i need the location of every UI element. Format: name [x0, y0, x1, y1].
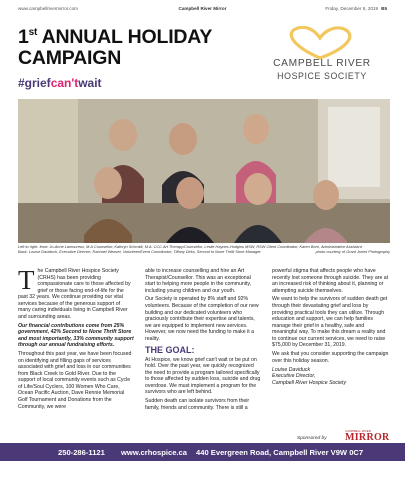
footer-address: 440 Evergreen Road, Campbell River V9W 0C7: [196, 448, 364, 457]
article-column-1: [18, 265, 134, 412]
signature: [272, 367, 390, 387]
title-ordinal: 1: [18, 26, 29, 48]
publication-name: Campbell River Mirror: [178, 6, 227, 11]
heart-icon: [262, 26, 382, 60]
footer-phone[interactable]: 250-286-1121: [58, 448, 105, 457]
group-photo: [18, 99, 390, 243]
drop-cap: T: [18, 265, 35, 295]
caption-line1: Left to right- front: Jo-Anne Lamoureux, M.A Counsellor; Kathryn Schmidt, M.A. CCC Art Therapy/Counsellor, Leslie Haynes-Hodgins MSW, RSW Client Coordinator; Karen Born, Administrative Assistant.: [18, 245, 363, 249]
contact-footer: [0, 443, 405, 461]
signature-title: Executive Director,: [272, 373, 316, 380]
running-header: [18, 4, 387, 14]
date-text: Friday, December 6, 2019: [325, 6, 379, 11]
logo-text-line2: HOSPICE SOCIETY: [277, 71, 367, 81]
page-title: [18, 27, 218, 69]
photo-credit: photo courtesy of Grant Jones Photography: [315, 250, 390, 254]
hashtag-part2: can't: [50, 76, 79, 90]
paragraph: We ask that you consider supporting the campaign over this holiday season.: [272, 351, 389, 364]
paragraph: Throughout this past year, we have been focused on identifying and filling gaps of services associated with grief and loss in our communities from Black Creek to Gold River. Due to the support of local community events such as Cycle of Life/Soul Cyclers, 100 Women Who Care, Ocean Pacific Auction, Dave Rennie Memorial Golf Tournament and Donations from the Community, we were: [18, 351, 132, 410]
sponsor-logo: MIRROR: [345, 432, 390, 443]
paragraph: able to increase counselling and hire an Art Therapist/Counsellor. This was an exceptional start to helping more people in the community, including young children and our youth.: [145, 268, 252, 294]
logo-text-line1: CAMPBELL RIVER: [273, 58, 371, 69]
paragraph: We want to help the survivors of sudden death get through their devastating grief and loss by providing practical tools they can utilize. Through education and support, we can help families manage their grief in a healthy, safe and meaningful way. To make this dream a reality and to continue our current services, we need to raise $75,000 by December 31, 2019.: [272, 296, 388, 349]
hashtag-part3: wait: [78, 76, 102, 90]
title-ordinal-suffix: st: [28, 27, 38, 38]
article-column-2: [145, 268, 261, 414]
hospice-logo: [248, 26, 396, 96]
caption-line2-row: [18, 250, 390, 255]
paragraph: powerful stigma that affects people who have recently lost someone through suicide. They are at an increased risk of thinking about it, planning or attempting suicide themselves.: [272, 268, 389, 294]
sponsor-block: [297, 429, 392, 443]
group-photo-illustration: [18, 99, 390, 243]
footer-website[interactable]: www.crhospice.ca: [121, 448, 187, 457]
caption-line2: Back- Louise Daviduck, Executive Director; Rachael Weaver, Volunteer/Event Coordinator; Tiffany Dirks, Second to None Thrift Store Manager.: [18, 250, 262, 254]
sponsor-label: Sponsored by: [297, 436, 327, 441]
sponsor-brand-tagline: CAMPBELL RIVER: [345, 429, 371, 433]
paragraph: Sudden death can isolate survivors from their family, friends and community. There is still a: [145, 398, 250, 411]
funding-statement: Our financial contributions come from 25% government, 42% Second to None Thrift Store and most importantly, 33% community support through our annual fundraising efforts.: [18, 322, 134, 349]
section-heading: THE GOAL:: [145, 344, 195, 355]
photo-caption: [18, 245, 390, 255]
title-line1: ANNUAL HOLIDAY: [37, 26, 213, 48]
article-column-3: [272, 268, 390, 388]
issue-date: [325, 6, 387, 11]
campaign-hashtag: [18, 76, 102, 90]
hashtag-part1: #grief: [18, 76, 51, 90]
signature-name: Louise Daviduck: [272, 366, 311, 373]
page-number: B5: [381, 6, 387, 11]
paragraph: Our Society is operated by 8% staff and 92% volunteers. Because of the completion of our new building and our dedicated volunteers who graciously contribute their expertise and talents, we are equipped to implement new services. However, we now need the funding to make it a reality.: [145, 296, 259, 342]
paragraph: At Hospice, we know grief can't wait or be put on hold. Over the past year, we quickly recognized the need to provide a program tailored specifically to those affected by sudden loss, suicide and drug overdose. We must implement a program for the survivors who are left behind.: [145, 356, 261, 396]
paragraph: The Campbell River Hospice Society (CRHS) has been providing compassionate care to those affected by grief or those facing end-of-life for the past 32 years. We continue providing our vital services because of the generous support of many caring individuals living in Campbell River and surrounding areas.: [18, 265, 131, 320]
title-line2: CAMPAIGN: [18, 47, 122, 69]
site-url[interactable]: www.campbellrivermirror.com: [18, 6, 78, 11]
signature-org: Campbell River Hospice Society: [272, 379, 347, 386]
